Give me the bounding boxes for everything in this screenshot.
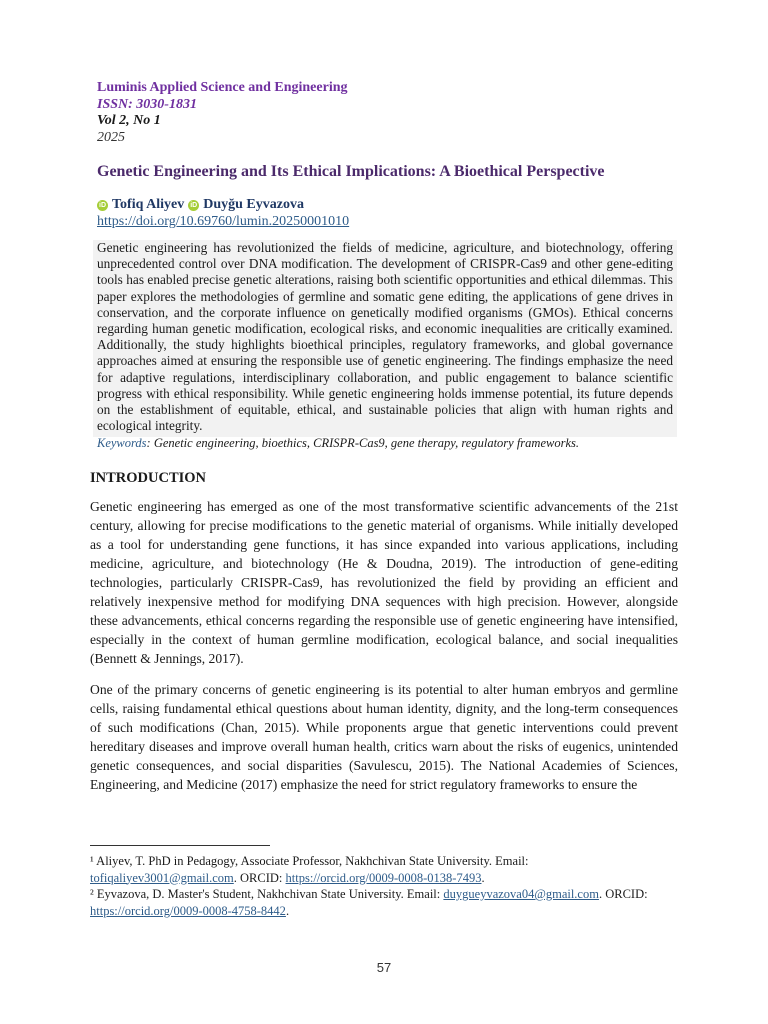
author-name: Duyğu Eyvazova	[203, 197, 304, 212]
orcid-label: . ORCID:	[233, 870, 286, 885]
orcid-label: . ORCID:	[598, 887, 648, 901]
footnote-end: .	[481, 870, 485, 885]
author-name: Tofiq Aliyev	[112, 197, 185, 212]
orcid-icon[interactable]: iD	[99, 201, 106, 209]
body-paragraph: One of the primary concerns of genetic engineering is its potential to alter human embryos and germline cells, raising fundamental ethical questions about human identity, dignity, and the long-term consequences of such modifications (Chan, 2015). While proponents argue that genetic interventions could prevent hereditary diseases and improve overall human health, critics warn about the risks of eugenics, unintended genetic consequences, and social disparities (Savulescu, 2015). The National Academies of Sciences, Engineering, and Medicine (2017) emphasize the need for strict regulatory frameworks to ensure the	[90, 682, 678, 792]
journal-name: Luminis Applied Science and Engineering	[97, 80, 348, 95]
orcid-icon[interactable]: iD	[190, 201, 198, 209]
footnote-end: .	[285, 903, 290, 918]
orcid-link[interactable]: https://orcid.org/0009-0008-0138-7493	[285, 870, 482, 885]
abstract-block: Genetic engineering has revolutionized the fields of medicine, agriculture, and biotechnology, offering unprecedented control over DNA modification. The development of CRISPR-Cas9 and other gene-editing tools has enabled precise genetic alterations, raising both scientific opportunities and ethical dilemmas. This paper explores the methodologies of germline and somatic gene editing, the applications of gene drives in conservation, and the corporate influence on genetically modified organisms (GMOs). Ethical concerns regarding human genetic modification, ecological risks, and economic inequalities are critically examined. Additionally, the study highlights bioethical principles, regulatory frameworks, and global governance approaches aimed at ensuring the responsible use of genetic engineering. The findings emphasize the need for adaptive regulations, interdisciplinary collaboration, and public engagement to balance scientific progress with ethical responsibility. While genetic engineering holds immense potential, its future depends on the establishment of equitable, ethical, and sustainable policies that align with human rights and ecological integrity.	[93, 240, 677, 437]
keywords-line	[97, 436, 697, 451]
article-title: Genetic Engineering and Its Ethical Implications: A Bioethical Perspective	[97, 163, 605, 180]
footnote-2	[90, 886, 678, 919]
footnote-1	[90, 853, 678, 886]
keywords-label: Keywords	[97, 436, 147, 450]
keywords-text: : Genetic engineering, bioethics, CRISPR-Cas9, gene therapy, regulatory frameworks.	[146, 436, 579, 450]
doi-link[interactable]: https://doi.org/10.69760/lumin.20250001010	[97, 214, 350, 229]
page-number: 57	[376, 960, 392, 975]
journal-issn: ISSN: 3030-1831	[97, 96, 197, 112]
footnote-text: ² Eyvazova, D. Master's Student, Nakhchivan State University. Email:	[90, 887, 444, 901]
footnote-text: ¹ Aliyev, T. PhD in Pedagogy, Associate Professor, Nakhchivan State University. Email:	[90, 854, 529, 868]
orcid-link[interactable]: https://orcid.org/0009-0008-4758-8442	[90, 903, 286, 918]
email-link[interactable]: tofiqaliyev3001@gmail.com	[90, 870, 234, 885]
section-heading: INTRODUCTION	[90, 470, 207, 486]
journal-year: 2025	[97, 129, 125, 145]
journal-header	[97, 80, 348, 146]
author-list	[97, 197, 304, 213]
footnote-divider	[90, 845, 270, 846]
footnotes	[90, 853, 678, 919]
body-paragraph: Genetic engineering has emerged as one of the most transformative scientific advancements of the 21st century, allowing for precise modifications to the genetic material of organisms. While initially developed as a tool for understanding gene functions, it has since expanded into various applications, including medicine, agriculture, and biotechnology (He & Doudna, 2019). The introduction of gene-editing technologies, particularly CRISPR-Cas9, has revolutionized the field by providing an efficient and relatively inexpensive method for modifying DNA sequences with high precision. However, alongside these advancements, ethical concerns regarding the responsible use of genetic engineering have intensified, especially in the context of human germline modification, ecological balance, and social inequalities (Bennett & Jennings, 2017).	[90, 499, 678, 666]
journal-volume: Vol 2, No 1	[97, 113, 161, 128]
email-link[interactable]: duygueyvazova04@gmail.com	[443, 887, 599, 901]
